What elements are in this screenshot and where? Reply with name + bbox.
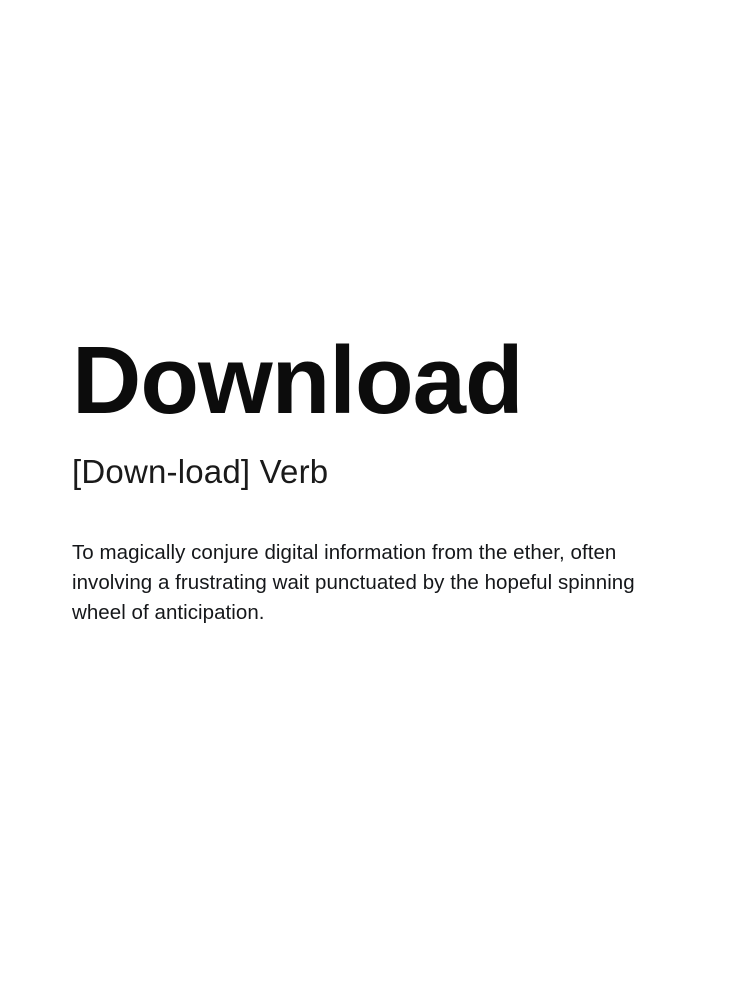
page-title: Download <box>72 327 523 434</box>
definition-text: To magically conjure digital information from the ether, often involving a frustrating wait punctuated by the hopeful spinning wheel of anticipation. <box>72 540 635 625</box>
pronunciation-and-part-of-speech: [Down-load] Verb <box>72 452 329 490</box>
definition-block <box>72 327 672 628</box>
